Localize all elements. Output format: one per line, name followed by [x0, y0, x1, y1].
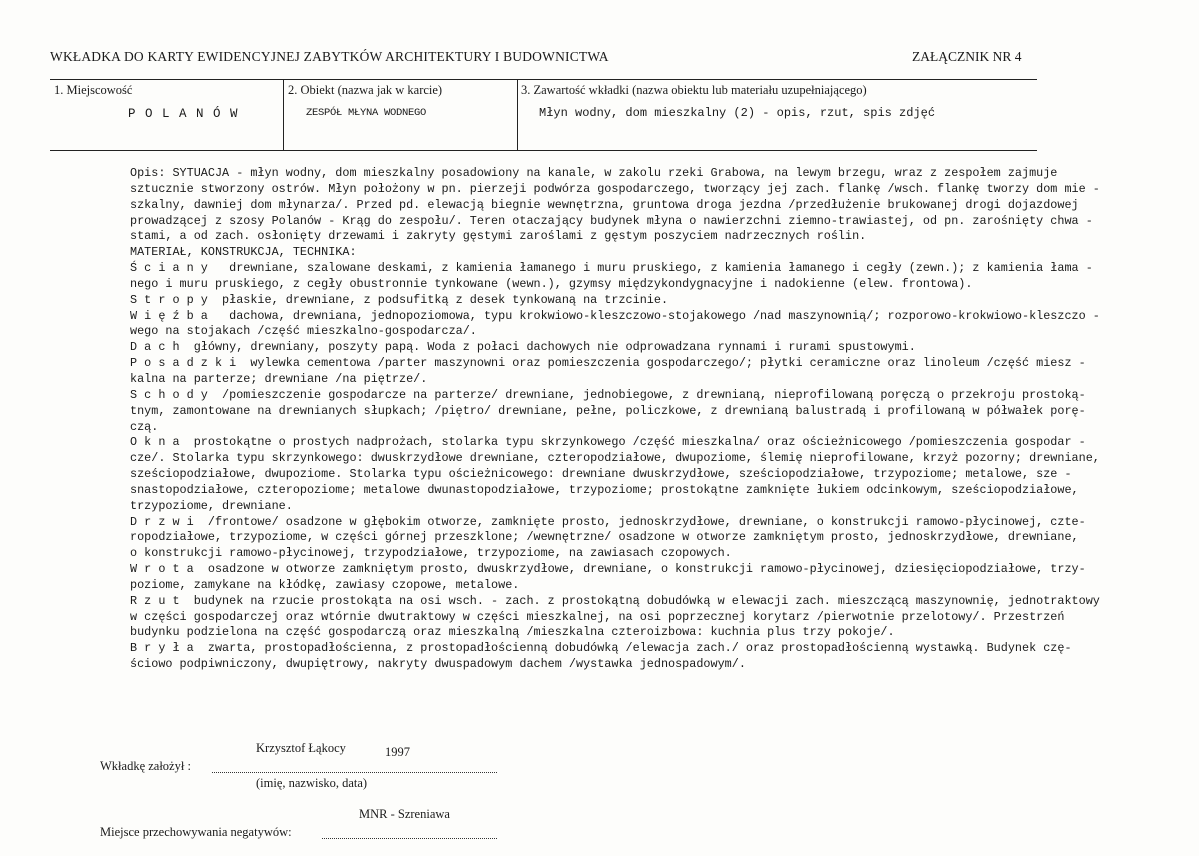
body-line: S t r o p y płaskie, drewniane, z podsufitką z desek tynkowaną na trzcinie.	[130, 292, 669, 307]
field-value-locality: P O L A N Ó W	[128, 107, 239, 121]
body-line: nego i muru pruskiego, z cegły obustronnie tynkowane (wewn.), gzymsy międzykondygnacyjne i nadokienne (elew. frontowa).	[130, 276, 973, 291]
founder-name: Krzysztof Łąkocy	[256, 741, 346, 755]
body-line: sześciopodziałowe, dwupoziome. Stolarka typu ościeżnicowego: drewniane dwuskrzydłowe, sześciopodziałowe, trzypoziome; metalowe, sze -	[130, 467, 1072, 482]
body-line: trzypoziome, drewniane.	[130, 498, 293, 513]
body-line: wego na stojakach /część mieszkalno-gospodarcza/.	[130, 324, 477, 339]
founder-dotted-line	[212, 772, 497, 773]
body-line: kalna na parterze; drewniane /na piętrze/.	[130, 371, 428, 386]
body-line: R z u t budynek na rzucie prostokąta na osi wsch. - zach. z prostokątną dobudówką w elewacji zach. mieszczącą maszynownię, jednotraktowy	[130, 593, 1100, 608]
document-title: WKŁADKA DO KARTY EWIDENCYJNEJ ZABYTKÓW ARCHITEKTURY I BUDOWNICTWA	[50, 49, 609, 64]
founder-year: 1997	[385, 745, 410, 759]
attachment-number: ZAŁĄCZNIK NR 4	[912, 49, 1022, 64]
body-line: tnym, zamontowane na drewnianych słupkach; /piętro/ drewniane, pełne, policzkowe, z drewnianą balustradą i profilowaną w półwałek porę-	[130, 403, 1086, 418]
body-line: budynku podzielona na część gospodarczą oraz mieszkalną /mieszkalna czteroizbowa: kuchnia plus trzy pokoje/.	[130, 625, 895, 640]
field-label-content: 3. Zawartość wkładki (nazwa obiektu lub materiału uzupełniającego)	[521, 83, 867, 97]
field-label-locality: 1. Miejscowość	[54, 83, 133, 97]
body-line: W i ę ź b a dachowa, drewniana, jednopoziomowa, typu krokwiowo-kleszczowo-stojakowego /nad maszynownią/; rozporowo-krokwiowo-kleszczo -	[130, 308, 1100, 323]
body-line: P o s a d z k i wylewka cementowa /parter maszynowni oraz pomieszczenia gospodarczego/; płytki ceramiczne oraz linoleum /część miesz -	[130, 356, 1086, 371]
body-line: Ś c i a n y drewniane, szalowane deskami, z kamienia łamanego i muru pruskiego, z kamienia łamanego i cegły (zewn.); z kamienia łama -	[130, 261, 1093, 276]
body-line: snastopodziałowe, czteropoziome; metalowe dwunastopodziałowe, trzypoziome; prostokątne zamknięte łukiem odcinkowym, sześciopodziałowe,	[130, 482, 1079, 497]
body-line: W r o t a osadzone w otworze zamkniętym prosto, dwuskrzydłowe, drewniane, o konstrukcji ramowo-płycinowej, dziesięciopodziałowe, trzy-	[130, 562, 1086, 577]
body-line: stami, a od zach. osłonięty drzewami i zakryty gęstymi zaroślami z gęstym poszyciem nadrzecznych roślin.	[130, 229, 867, 244]
body-line: prowadzącej z szosy Polanów - Krąg do zespołu/. Teren otaczający budynek młyna o nawierzchni ziemno-trawiastej, od pn. zarośnięty chwa -	[130, 213, 1093, 228]
storage-value: MNR - Szreniawa	[359, 807, 450, 821]
body-line: sztucznie stworzony ostrów. Młyn położony w pn. pierzeji podwórza gospodarczego, tworzący jej zach. flankę /wsch. flankę tworzy dom mie -	[130, 181, 1100, 196]
body-line: B r y ł a zwarta, prostopadłościenna, z prostopadłościenną dobudówką /elewacja zach./ oraz prostopadłościenną wystawką. Budynek czę-	[130, 641, 1072, 656]
body-line: O k n a prostokątne o prostych nadprożach, stolarka typu skrzynkowego /część mieszkalna/ oraz ościeżnicowego /pomieszczenia gospodar -	[130, 435, 1086, 450]
founder-hint: (imię, nazwisko, data)	[256, 776, 368, 790]
body-line: ropodziałowe, trzypoziome, w części górnej przeszklone; /wewnętrzne/ osadzone w otworze zamkniętym prosto, jednoskrzydłowe, drewniane,	[130, 530, 1079, 545]
body-line: S c h o d y /pomieszczenie gospodarcze na parterze/ drewniane, jednobiegowe, z drewnianą, nieprofilowaną poręczą o przekroju prostoką-	[130, 387, 1086, 402]
storage-dotted-line	[322, 838, 497, 839]
form-top-border	[50, 79, 1037, 80]
body-line: MATERIAŁ, KONSTRUKCJA, TECHNIKA:	[130, 245, 357, 260]
body-line: ściowo podpiwniczony, dwupiętrowy, nakryty dwuspadowym dachem /wystawka jednospadowym/.	[130, 657, 746, 672]
field-label-object: 2. Obiekt (nazwa jak w karcie)	[288, 83, 443, 97]
body-line: D r z w i /frontowe/ osadzone w głębokim otworze, zamknięte prosto, jednoskrzydłowe, drewniane, o konstrukcji ramowo-płycinowej, czte-	[130, 514, 1086, 529]
column-divider-1	[283, 80, 284, 150]
storage-label: Miejsce przechowywania negatywów:	[100, 825, 292, 839]
body-line: czą.	[130, 419, 159, 434]
column-divider-2	[517, 80, 518, 150]
founder-label: Wkładkę założył :	[100, 759, 191, 773]
body-line: cze/. Stolarka typu skrzynkowego: dwuskrzydłowe drewniane, czteropodziałowe, dwupoziome, ślemię nieprofilowane, krzyż pozorny; drewniane,	[130, 451, 1100, 466]
body-line: D a c h główny, drewniany, poszyty papą. Woda z połaci dachowych nie odprowadzana rynnami i rurami spustowymi.	[130, 340, 916, 355]
field-value-object: ZESPÓŁ MŁYNA WODNEGO	[306, 107, 427, 119]
body-line: szkalny, dawniej dom młynarza/. Przed pd. elewacją biegnie wewnętrzna, gruntowa droga jezdna /przedłużenie brukowanej drogi dojazdowej	[130, 197, 1079, 212]
body-line: o konstrukcji ramowo-płycinowej, trzypodziałowe, trzypoziome, na zawiasach czopowych.	[130, 546, 732, 561]
body-line: Opis: SYTUACJA - młyn wodny, dom mieszkalny posadowiony na kanale, w zakolu rzeki Grabowa, na lewym brzegu, wraz z zespołem zajmuje	[130, 166, 1058, 180]
field-value-content: Młyn wodny, dom mieszkalny (2) - opis, rzut, spis zdjęć	[539, 106, 936, 120]
body-line: poziome, zamykane na kłódkę, zawiasy czopowe, metalowe.	[130, 577, 520, 592]
description-text	[130, 166, 1100, 673]
body-line: w części gospodarczej oraz wtórnie dwutraktowy w części mieszkalnej, na osi poprzecznej korytarz /pierwotnie przelotowy/. Przestrzeń	[130, 609, 1065, 624]
form-bottom-border	[50, 150, 1037, 151]
